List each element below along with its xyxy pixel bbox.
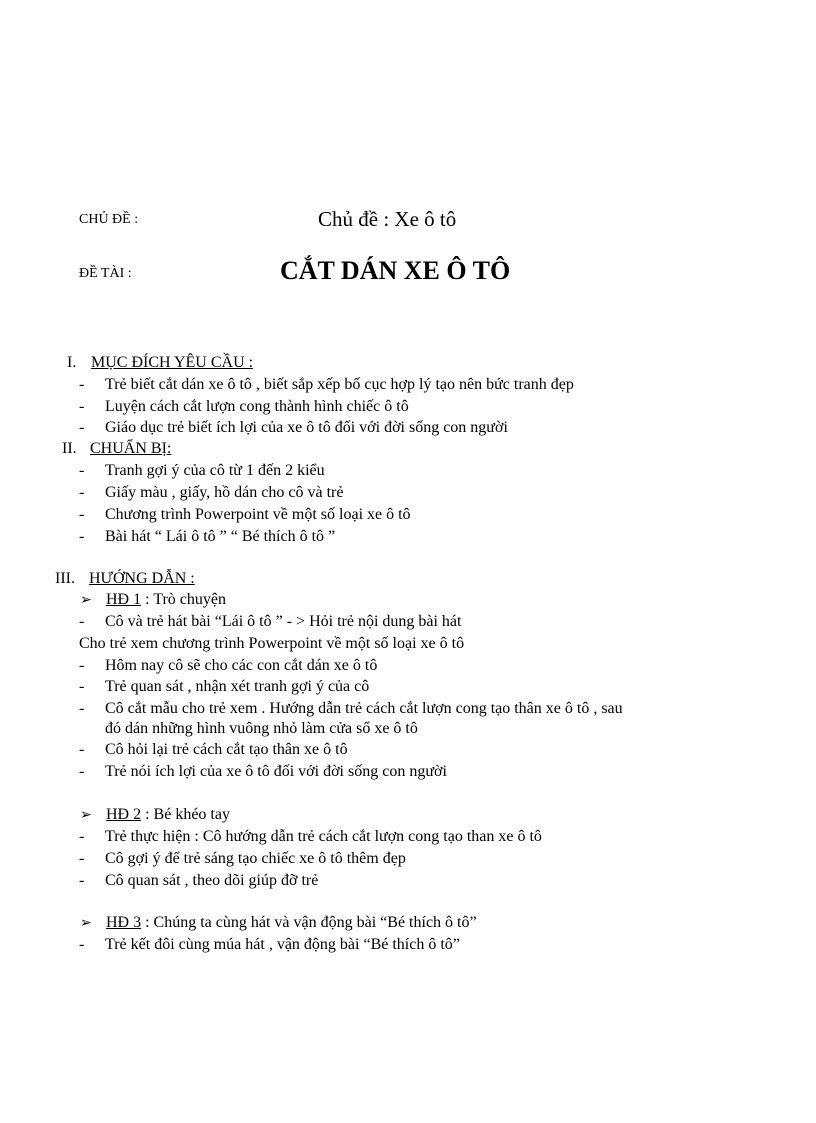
list-item: - Trẻ thực hiện : Cô hướng dẫn trẻ cách cắt lượn cong tạo than xe ô tô [79,828,542,845]
section-3-number: III. [55,570,75,587]
hd1-text: : Trò chuyện [141,591,227,608]
list-item: - Trẻ quan sát , nhận xét tranh gợi ý của cô [79,678,370,695]
list-item: - Chương trình Powerpoint về một số loại xe ô tô [79,506,411,523]
arrow-bullet-icon: ➢ [80,593,92,608]
section-3-title: HƯỚNG DẪN : [89,570,195,587]
list-item: - Trẻ nói ích lợi của xe ô tô đối với đời sống con người [79,763,447,780]
arrow-bullet-icon: ➢ [80,916,92,931]
subject-label: CHỦ ĐỀ : [79,212,139,227]
section-1-title: MỤC ĐÍCH YÊU CẦU : [91,354,254,371]
paragraph-line: Cho trẻ xem chương trình Powerpoint về một số loại xe ô tô [79,635,465,652]
hd2-heading [80,806,230,825]
list-item: - Giấy màu , giấy, hồ dán cho cô và trẻ [79,484,344,501]
topic-title: CẮT DÁN XE Ô TÔ [280,256,511,285]
hd3-label: HĐ 3 [106,914,142,931]
list-item: - Cô hỏi lại trẻ cách cắt tạo thân xe ô tô [79,741,348,758]
list-item: - Trẻ biết cắt dán xe ô tô , biết sắp xếp bố cục hợp lý tạo nên bức tranh đẹp [79,376,574,393]
subject-value: Chủ đề : Xe ô tô [318,207,457,231]
list-item: - Giáo dục trẻ biết ích lợi của xe ô tô đối với đời sống con người [79,419,508,436]
section-2-heading [62,440,171,458]
list-item: - Cô gợi ý để trẻ sáng tạo chiếc xe ô tô thêm đẹp [79,850,406,867]
topic-label: ĐỀ TÀI : [79,266,132,281]
section-3-heading [55,570,195,588]
section-2-title: CHUẨN BỊ: [90,440,172,457]
section-1-number: I. [67,354,77,371]
list-item: - Cô cắt mẫu cho trẻ xem . Hướng dẫn trẻ cách cắt lượn cong tạo thân xe ô tô , sau [79,700,623,717]
section-2-number: II. [62,440,77,457]
arrow-bullet-icon: ➢ [80,808,92,823]
list-item: - Cô và trẻ hát bài “Lái ô tô ” - > Hỏi trẻ nội dung bài hát [79,613,462,630]
hd3-heading [80,914,477,933]
hd2-text: : Bé khéo tay [141,806,230,823]
list-item-continuation: đó dán những hình vuông nhỏ làm cửa sổ xe ô tô [105,720,418,737]
hd1-label: HĐ 1 [106,591,142,608]
list-item: - Bài hát “ Lái ô tô ” “ Bé thích ô tô ” [79,528,336,545]
section-1-heading [67,354,253,372]
hd2-label: HĐ 2 [106,806,142,823]
list-item: - Tranh gợi ý của cô từ 1 đến 2 kiểu [79,462,325,479]
hd1-heading [80,591,226,610]
list-item: - Hôm nay cô sẽ cho các con cắt dán xe ô tô [79,657,378,674]
list-item: - Cô quan sát , theo dõi giúp đỡ trẻ [79,872,319,889]
list-item: - Trẻ kết đôi cùng múa hát , vận động bài “Bé thích ô tô” [79,936,460,953]
hd3-text: : Chúng ta cùng hát và vận động bài “Bé thích ô tô” [141,914,477,931]
list-item: - Luyện cách cắt lượn cong thành hình chiếc ô tô [79,398,409,415]
